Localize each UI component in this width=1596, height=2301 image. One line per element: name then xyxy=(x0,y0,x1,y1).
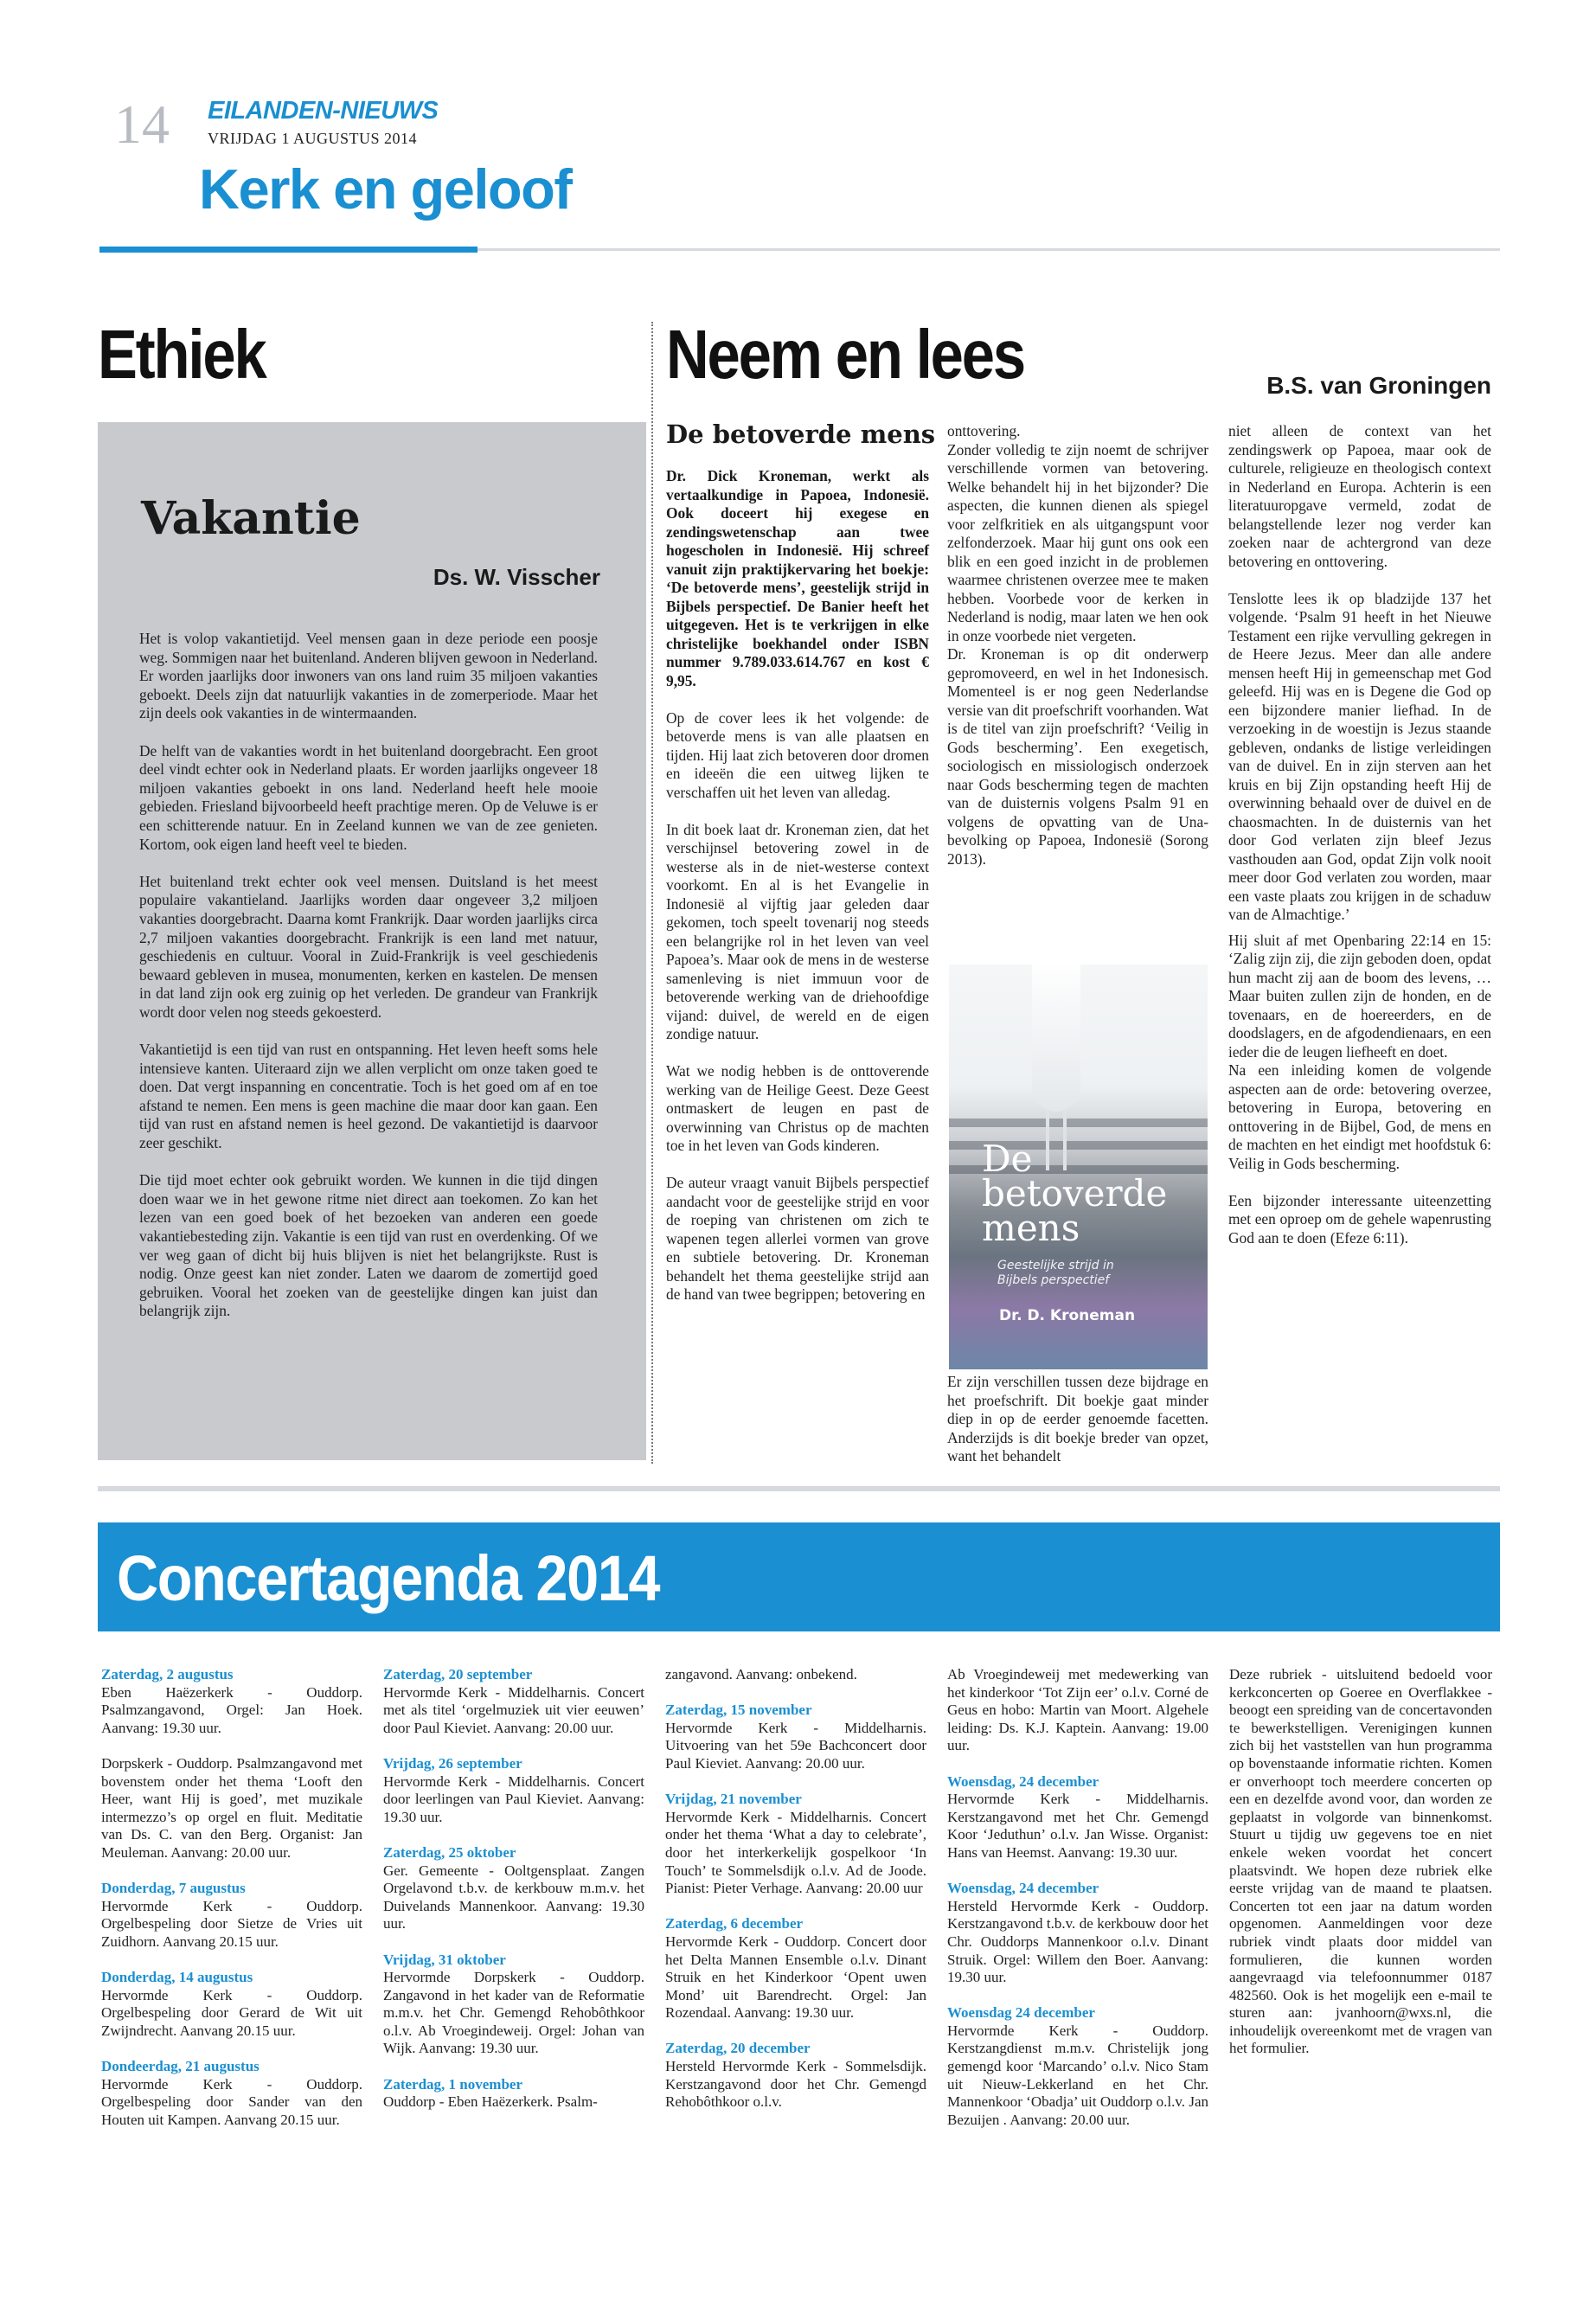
agenda-date: Zaterdag, 25 oktober xyxy=(383,1843,516,1861)
agenda-text: Hersteld Hervormde Kerk - Ouddorp. Kerstzangavond t.b.v. de kerkbouw door het Chr. Ouddorps Mannenkoor o.l.v. Dinant Struik. Orgel: Willem den Boer. Aanvang: 19.30 uur. xyxy=(947,1897,1208,1986)
agenda-column-2 xyxy=(383,1666,644,2129)
paragraph: De helft van de vakanties wordt in het buitenland doorgebracht. Een groot deel vindt echter ook in Nederland plaats. Er worden jaarlijks ongeveer 18 miljoen vakanties geboekt in ons land. Nederland heeft hele mooie gebieden. Friesland bijvoorbeeld heeft prachtige meren. Op de Veluwe is er een schitterende natuur. En in Zeeland kunnen we van de zee genieten. Kortom, ook eigen land heeft veel te bieden. xyxy=(139,741,598,853)
agenda-info-text: Deze rubriek - uitsluitend bedoeld voor kerkconcerten op Goeree en Overflakkee - beoogt een spreiding van de concertavonden te bewerkstelligen. Verenigingen kunnen zich bij het vaststellen van hun programma op bovenstaande informatie richten. Komen er onverhoopt toch meerdere concerten op een en dezelfde avond voor, dan worden ze geplaatst in volgorde van binnenkomst. Stuurt u tijdig uw gegevens toe en niet enkele weken voordat het concert plaatsvindt. We hopen deze rubriek elke eerste vrijdag van de maand te plaatsen. Concerten tot een jaar na datum worden opgenomen. Aanmeldingen voor deze rubriek vindt plaats door middel van formulieren, die kunnen worden aangevraagd via telefoonnummer 0187 482560. Ook is het mogelijk een e-mail te sturen aan: jvanhoorn@wxs.nl, die inhoudelijk overeenkomt met de vragen van het formulier. xyxy=(1229,1666,1492,2057)
agenda-entry xyxy=(665,2040,926,2111)
cover-title-line: betoverde xyxy=(982,1172,1168,1215)
agenda-date: Zaterdag, 15 november xyxy=(665,1702,812,1719)
agenda-entry xyxy=(101,1880,362,1951)
agenda-date: Woensdag, 24 december xyxy=(947,1772,1099,1790)
agenda-date: Zaterdag, 20 december xyxy=(665,2040,811,2057)
agenda-entry xyxy=(947,1773,1208,1862)
agenda-text: Hervormde Kerk - Ouddorp. Kerstzangdienst m.m.v. Christelijk jong gemengd koor ‘Marcando’ o.l.v. Nico Stam uit Nieuw-Lekkerland en het Chr. Mannenkoor ‘Obadja’ uit Ouddorp o.l.v. Jan Bezuijen . Aanvang: 20.00 uur. xyxy=(947,2022,1208,2128)
agenda-text: Hervormde Kerk - Middelharnis. Concert met als titel ‘orgelmuziek uit vier eeuwen’ door Paul Kieviet. Aanvang: 20.00 uur. xyxy=(383,1683,644,1736)
agenda-date: Zaterdag, 20 september xyxy=(383,1666,533,1682)
cover-title xyxy=(982,1138,1168,1249)
agenda-entry xyxy=(665,1791,926,1898)
neem-author: B.S. van Groningen xyxy=(1266,372,1491,399)
agenda-entry xyxy=(383,2076,644,2112)
paragraph: Dr. Kroneman is op dit onderwerp gepromoveerd, en wel in het Indonesisch. Momenteel is er nog geen Nederlandse versie van dit proefschrift voorhanden. Wat is de titel van zijn proefschrift? ‘Veilig in Gods bescherming’. Een exegetisch, sociologisch en missiologisch onderzoek naar Gods bescherming tegen de machten van de duisternis volgens Psalm 91 en volgens de opvatting van de Una-bevolking op Papoea, Indonesië (Sorong 2013). xyxy=(947,645,1208,868)
paragraph: Wat we nodig hebben is de onttoverende werking van de Heilige Geest. Deze Geest ontmaskert de leugen en past de overwinning van Christus op de machten toe in het leven van Gods kinderen. xyxy=(666,1062,929,1154)
ethiek-article-title: Vakantie xyxy=(141,492,361,545)
agenda-column-3 xyxy=(665,1666,926,2129)
agenda-text: Hervormde Kerk - Middelharnis. Concert onder het thema ‘What a day to celebrate’, door het interkerkelijk gospelkoor ‘In Touch’ te Sommelsdijk o.l.v. Ad de Joode. Pianist: Pieter Verhage. Aanvang: 20.00 uur xyxy=(665,1808,926,1897)
agenda-column-4 xyxy=(947,1666,1208,2147)
agenda-date: Donderdag, 14 augustus xyxy=(101,1969,253,1986)
review-column-3 xyxy=(1228,422,1491,1266)
agenda-text: Ouddorp - Eben Haëzerkerk. Psalm- xyxy=(383,2093,598,2111)
paragraph: Zonder volledig te zijn noemt de schrijver verschillende vormen van betovering. Welke behandelt hij in het bijzonder? Die aspecten, die kunnen dienen als spiegel voor zelfkritiek en als uitgangspunt voor zelfonderzoek. Maar hij gunt ons ook een blik en een goed inzicht in de problemen waarmee christenen overzee mee te maken hebben. Voorbede voor de kerken in Nederland is nodig, maar laten we hen ook in onze voorbede niet vergeten. xyxy=(947,440,1208,644)
section-title: Kerk en geloof xyxy=(199,157,572,221)
paragraph: niet alleen de context van het zendingswerk op Papoea, maar ook de culturele, religieuze en theologisch context in Nederland en Europa. Achterin is een literatuuropgave vermeld, zodat de belangstellende lezer nog verder kan zoeken naar de achtergrond van deze betovering en onttovering. xyxy=(1228,422,1491,570)
ethiek-column-title: Ethiek xyxy=(98,316,266,393)
ethiek-author: Ds. W. Visscher xyxy=(433,564,600,590)
agenda-text: Hervormde Kerk - Ouddorp. Orgelbespeling door Gerard de Wit uit Zwijndrecht. Aanvang 20.15 uur. xyxy=(101,1986,362,2039)
agenda-date: Vrijdag, 26 september xyxy=(383,1754,522,1772)
review-column-2 xyxy=(947,422,1208,868)
section-divider xyxy=(98,1486,1500,1491)
column-divider xyxy=(651,322,653,1464)
cover-title-line: mens xyxy=(982,1207,1080,1249)
agenda-entry xyxy=(383,1666,644,1737)
book-cover-image xyxy=(949,965,1208,1369)
agenda-entry xyxy=(101,2058,362,2129)
agenda-text: Hervormde Kerk - Middelharnis. Kerstzangavond met het Chr. Gemengd Koor ‘Jeduthun’ o.l.v. Jan Wisse. Organist: Hans van Heemst. Aanvang: 19.30 uur. xyxy=(947,1791,1208,1861)
agenda-date: Dondeerdag, 21 augustus xyxy=(101,2058,260,2075)
agenda-text: Hervormde Kerk - Middelharnis. Uitvoering van het 59e Bachconcert door Paul Kieviet. Aanvang: 20.00 uur. xyxy=(665,1719,926,1772)
agenda-entry xyxy=(665,1666,926,1684)
agenda-date: Woensdag, 24 december xyxy=(947,1880,1099,1897)
cover-author: Dr. D. Kroneman xyxy=(999,1307,1136,1324)
agenda-date: Vrijdag, 21 november xyxy=(665,1791,802,1808)
agenda-text: Hersteld Hervormde Kerk - Sommelsdijk. Kerstzangavond door het Chr. Gemengd Rehobôthkoor o.l.v. xyxy=(665,2058,926,2111)
paragraph: Na een inleiding komen de volgende aspecten aan de orde: betovering overzee, betovering in Europa, betovering en onttovering in de Bijbel, God, de mens en de machten en het eindigt met hoofdstuk 6: Veilig in Gods bescherming. xyxy=(1228,1061,1491,1172)
agenda-text: Hervormde Kerk - Middelharnis. Concert door leerlingen van Paul Kieviet. Aanvang: 19.30 uur. xyxy=(383,1772,644,1825)
agenda-entry xyxy=(665,1915,926,2022)
agenda-entry xyxy=(947,2004,1208,2129)
cover-stripe xyxy=(949,1118,1208,1127)
agenda-text: Hervormde Kerk - Ouddorp. Orgelbespeling door Sietze de Vries uit Zuidhorn. Aanvang 20.15 uur. xyxy=(101,1897,362,1950)
review-column-1 xyxy=(666,467,929,1323)
review-column-2-continued: Er zijn verschillen tussen deze bijdrage en het proefschrift. Dit boekje gaat minder diep in op de eerder genoemde facetten. Anderzijds is dit boekje breder van opzet, want het behandelt xyxy=(947,1373,1208,1465)
paragraph: In dit boek laat dr. Kroneman zien, dat het verschijnsel betovering zowel in de westerse als in de niet-westerse context voorkomt. En al is het Evangelie in Indonesië al vijftig jaar geleden daar gekomen, toch speelt tovenarij nog steeds een belangrijke rol in het leven van veel Papoea’s. Maar ook de mens in de westerse samenleving is niet immuun voor de betoverende werking van de driehoofdige vijand: duivel, de wereld en de eigen zondige natuur. xyxy=(666,820,929,1042)
agenda-column-5 xyxy=(1229,1666,1492,2076)
agenda-date: Vrijdag, 31 oktober xyxy=(383,1951,506,1968)
paragraph: Tenslotte lees ik op bladzijde 137 het volgende. ‘Psalm 91 heeft in het Nieuwe Testament een rijke vervulling gekregen in de Heere Jezus. Meer dan alle andere mensen heeft Hij in gemeenschap met God geleefd. Hij was en is Degene die God op een bijzondere manier liefhad. In de verzoeking in de woestijn is Jezus staande gebleven, ondanks de listige verleidingen van de duivel. En in zijn sterven aan het kruis en bij Zijn opstanding heeft Hij de overwinning behaald over de duivel en de chaosmachten. In de duisternis van het door God verlaten zijn bleef Jezus vasthouden aan God, opdat Zijn volk nooit meer door God verlaten zou worden, maar een vaste plaats zou krijgen in de schaduw van de Almachtige.’ xyxy=(1228,589,1491,923)
agenda-date: Zaterdag, 6 december xyxy=(665,1915,804,1932)
cover-subtitle-line: Bijbels perspectief xyxy=(997,1273,1110,1287)
paragraph: De auteur vraagt vanuit Bijbels perspectief aandacht voor de geestelijke strijd en voor de roeping van christenen om zich te wapenen tegen allerlei vormen van grove en subtiele betovering. Dr. Kroneman behandelt het thema geestelijke strijd aan de hand van twee begrippen; betovering en xyxy=(666,1174,929,1303)
review-intro: Dr. Dick Kroneman, werkt als vertaalkundige in Papoea, Indonesië. Ook doceert hij exegese en zendingswetenschap aan twee hogescholen in Indonesië. Hij schreef vanuit zijn praktijkervaring het boekje: ‘De betoverde mens’, geestelijk strijd in Bijbels perspectief. De Banier heeft het uitgegeven. Het is te verkrijgen in elke christelijke boekhandel onder ISBN nummer 9.789.033.614.767 en kost € 9,95. xyxy=(666,467,929,689)
paragraph: Die tijd moet echter ook gebruikt worden. We kunnen in die tijd dingen doen waar we in het gewone ritme niet direct aan toekomen. Zo kan het lezen van een goed boek of het bezoeken van anderen een goede vakantiebesteding zijn. Vakantie is een tijd van rust en overdenking. Of we ver weg gaan of dicht bij huis blijven is niet het belangrijkste. Rust is nodig. Onze geest kan niet zonder. Laten we daarom de zomertijd goed gebruiken. Vooral het zoeken van de geestelijke dingen kan juist dan belangrijk zijn. xyxy=(139,1171,598,1320)
paragraph: onttovering. xyxy=(947,422,1021,439)
issue-date: VRIJDAG 1 AUGUSTUS 2014 xyxy=(208,130,418,147)
agenda-column-1 xyxy=(101,1666,362,2147)
paragraph: Een bijzonder interessante uiteenzetting met een oproep om de gehele wapenrusting God aan te doen (Efeze 6:11). xyxy=(1228,1191,1491,1247)
agenda-entry xyxy=(101,1969,362,2040)
paragraph: Op de cover lees ik het volgende: de betoverde mens is van alle plaatsen en tijden. Hij laat zich betoveren door dromen en ideeën die een uitweg lijken te verschaffen uit het leven van alledag. xyxy=(666,708,929,801)
agenda-entry xyxy=(383,1755,644,1826)
agenda-text: Hervormde Dorpskerk - Ouddorp. Zangavond in het kader van de Reformatie m.m.v. het Chr. Gemengd Rehobôthkoor o.l.v. Ab Vroegindeweij. Orgel: Johan van Wijk. Aanvang: 19.30 uur. xyxy=(383,1969,644,2057)
ethiek-article-body xyxy=(139,630,598,1340)
agenda-text: zangavond. Aanvang: onbekend. xyxy=(665,1666,857,1682)
agenda-entry xyxy=(383,1952,644,2059)
agenda-entry xyxy=(101,1666,362,1737)
agenda-text: Ab Vroegindeweij met medewerking van het kinderkoor ‘Tot Zijn eer’ o.l.v. Corné de Geus en hobo: Martin van Moort. Algehele leiding: Ds. K.J. Kaptein. Aanvang: 19.00 uur. xyxy=(947,1666,1208,1754)
agenda-text: Eben Haëzerkerk - Ouddorp. Psalmzangavond, Orgel: Jan Hoek. Aanvang: 19.30 uur. xyxy=(101,1683,362,1736)
paragraph: Het is volop vakantietijd. Veel mensen gaan in deze periode een poosje weg. Sommigen naar het buitenland. Anderen blijven gewoon in Nederland. Er worden jaarlijks door inwoners van ons land ruim 35 miljoen vakanties geboekt. Deels zijn dat natuurlijk vakanties in de zomerperiode. Maar het zijn deels ook vakanties in de wintermaanden. xyxy=(139,630,598,722)
neem-column-title: Neem en lees xyxy=(666,316,1025,393)
concertagenda-title: Concertagenda 2014 xyxy=(117,1542,660,1614)
agenda-date: Zaterdag, 2 augustus xyxy=(101,1666,234,1682)
section-rule-gray xyxy=(478,248,1500,251)
page-number: 14 xyxy=(114,93,170,155)
agenda-text: Ger. Gemeente - Ooltgensplaat. Zangen Orgelavond t.b.v. de kerkbouw m.m.v. het Duivelands Mannenkoor. Aanvang: 19.30 uur. xyxy=(383,1862,644,1932)
agenda-entry xyxy=(101,1755,362,1862)
agenda-date: Zaterdag, 1 november xyxy=(383,2075,523,2093)
paragraph: Het buitenland trekt echter ook veel mensen. Duitsland is het meest populaire vakantieland. Jaarlijks worden daar ongeveer 3,2 miljoen vakanties doorgebracht. Daarna komt Frankrijk. Daar worden jaarlijks circa 2,7 miljoen vakanties doorgebracht. Frankrijk is een land met natuur, geschiedenis en cultuur. Vooral in Zuid-Frankrijk is veel geschiedenis bewaard gebleven in musea, monumenten, kerken en kastelen. De mensen in dat land zijn ook erg zuinig op het verleden. De grandeur van Frankrijk wordt door velen nog steeds gekoesterd. xyxy=(139,872,598,1021)
section-rule-blue xyxy=(99,247,478,253)
cover-subtitle xyxy=(997,1259,1114,1288)
agenda-text: Dorpskerk - Ouddorp. Psalmzangavond met bovenstem onder het thema ‘Looft den Heer, want Hij is goed’, met muzikale intermezzo’s op orgel en fluit. Meditatie van Ds. C. van den Berg. Organist: Jan Meuleman. Aanvang: 20.00 uur. xyxy=(101,1754,362,1861)
agenda-text: Hervormde Kerk - Ouddorp. Orgelbespeling door Sander van den Houten uit Kampen. Aanvang 20.15 uur. xyxy=(101,2075,362,2128)
paragraph: Vakantietijd is een tijd van rust en ontspanning. Het leven heeft soms hele intensieve kanten. Uiteraard zijn we allen verplicht om onze taken goed te doen. Dat vergt inspanning en concentratie. Toch is het goed om af en toe afstand te nemen. Een mens is geen machine die maar door kan gaan. Een tijd van rust en afstand nemen is heel gezond. De vakantietijd is daarvoor zeer geschikt. xyxy=(139,1041,598,1152)
agenda-entry xyxy=(947,1880,1208,1987)
agenda-entry xyxy=(665,1702,926,1772)
cover-subtitle-line: Geestelijke strijd in xyxy=(997,1259,1114,1272)
masthead-logo: EILANDEN-NIEUWS xyxy=(208,97,439,125)
paragraph: Hij sluit af met Openbaring 22:14 en 15: ‘Zalig zijn zij, die zijn geboden doen, opdat hun macht zij aan de boom des levens, … Maar buiten zullen zijn de honden, en de tovenaars, en de hoereerders, en de doodslagers, en de afgodendienaars, en een ieder die de leugen liefheeft en doet. xyxy=(1228,931,1491,1061)
cover-title-line: De xyxy=(982,1138,1033,1180)
book-review-title: De betoverde mens xyxy=(666,420,936,449)
agenda-date: Donderdag, 7 augustus xyxy=(101,1880,246,1897)
agenda-text: Hervormde Kerk - Ouddorp. Concert door het Delta Mannen Ensemble o.l.v. Dinant Struik en het Kinderkoor ‘Opent uwen Mond’ uit Barendrecht. Orgel: Jan Rozendaal. Aanvang: 19.30 uur. xyxy=(665,1932,926,2022)
agenda-date: Woensdag 24 december xyxy=(947,2004,1095,2022)
agenda-entry xyxy=(383,1844,644,1933)
agenda-entry xyxy=(947,1666,1208,1755)
cover-figure xyxy=(1032,965,1080,1112)
